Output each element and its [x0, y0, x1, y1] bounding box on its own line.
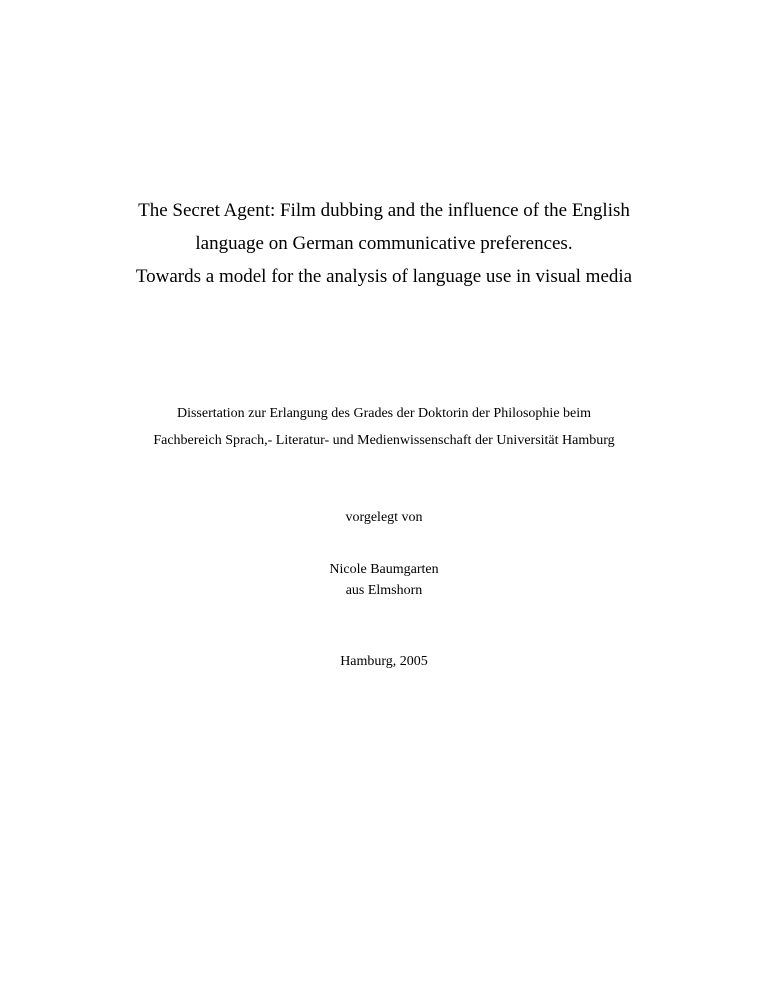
dissertation-statement-line-1: Dissertation zur Erlangung des Grades der Doktorin der Philosophie beim: [176, 406, 592, 421]
title-line-1: The Secret Agent: Film dubbing and the influence of the English: [138, 200, 630, 221]
submitted-by: vorgelegt von: [345, 510, 423, 525]
author-name: Nicole Baumgarten: [329, 562, 439, 577]
dissertation-statement-line-2: Fachbereich Sprach,- Literatur- und Medienwissenschaft der Universität Hamburg: [153, 433, 615, 448]
place-date: Hamburg, 2005: [340, 654, 428, 669]
title-line-3: Towards a model for the analysis of language use in visual media: [135, 266, 633, 287]
author-origin: aus Elmshorn: [345, 583, 423, 598]
title-line-2: language on German communicative preferences.: [195, 233, 573, 254]
